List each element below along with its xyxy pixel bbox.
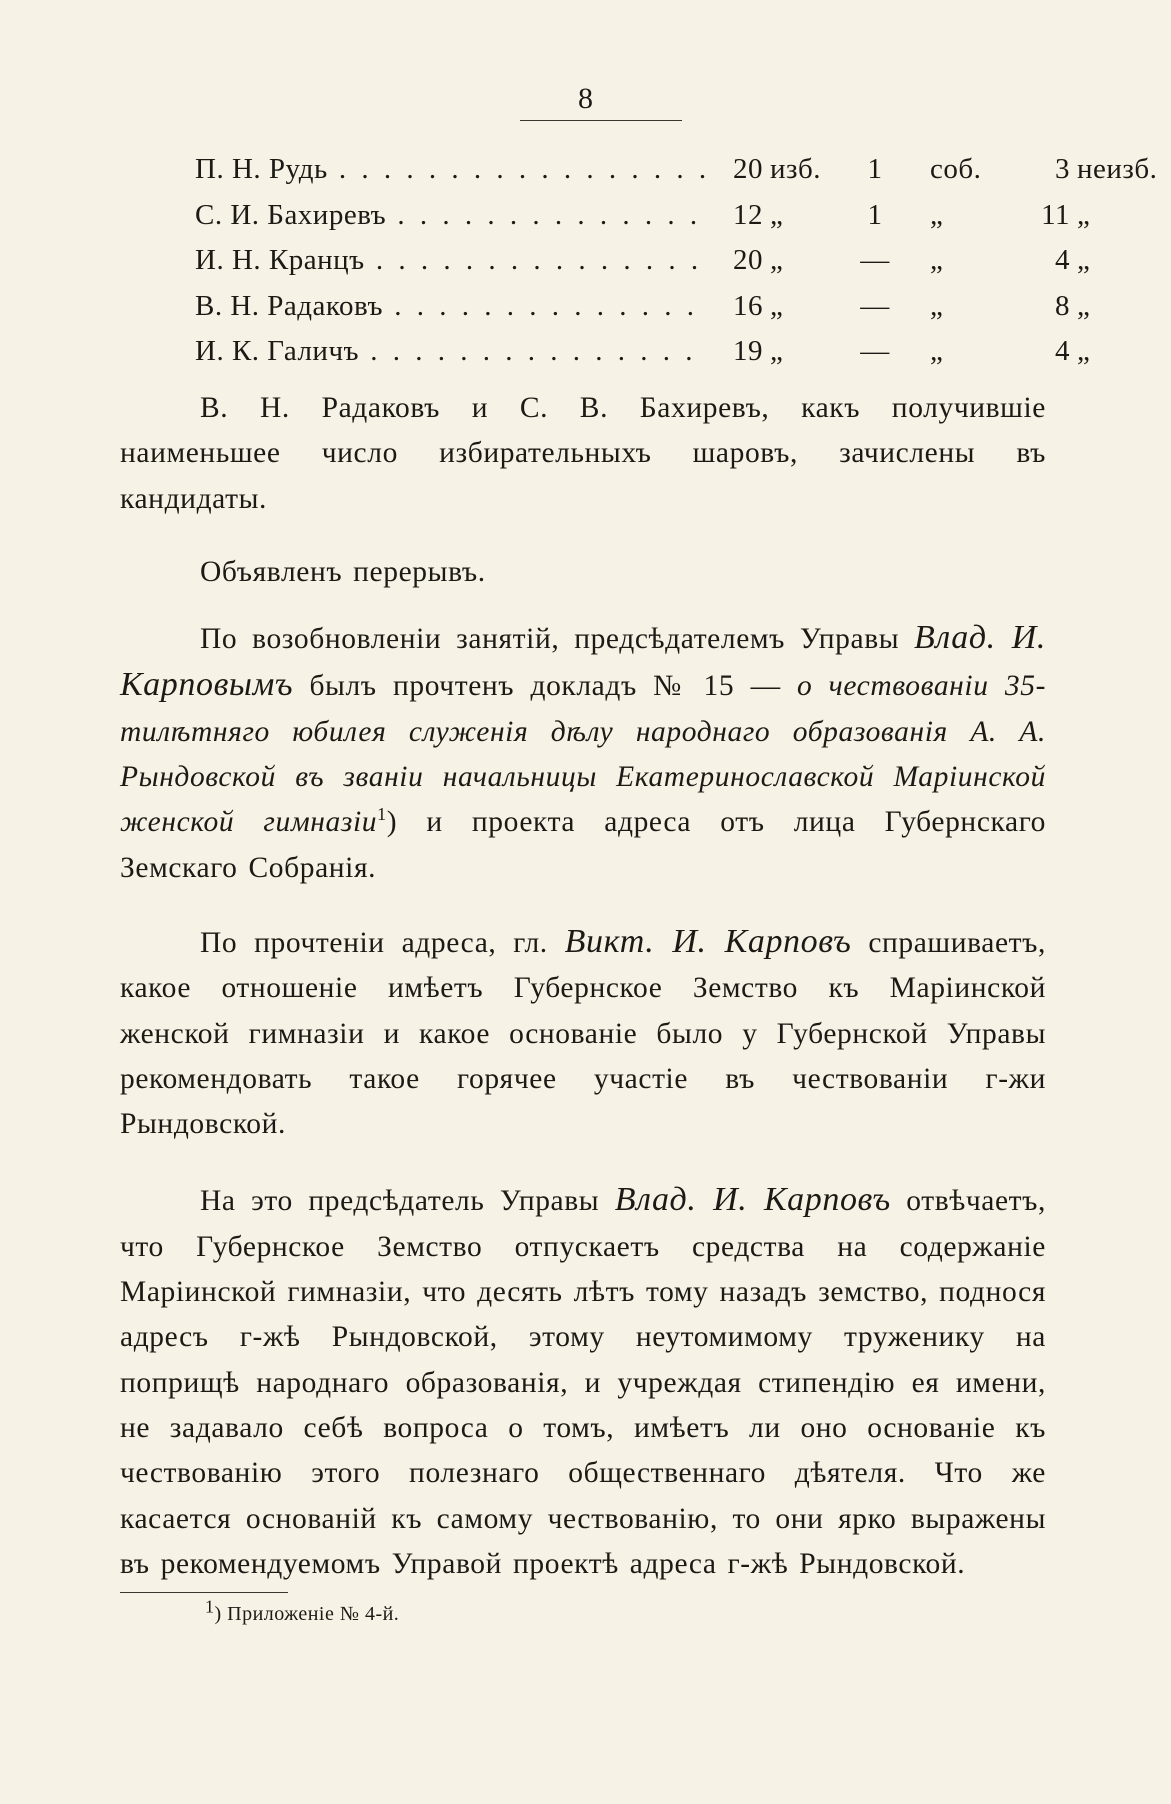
candidate-name: С. И. Бахиревъ . . . [195, 199, 705, 232]
tally-row [195, 153, 1158, 199]
header-rule [520, 120, 682, 121]
speaker-name: Викт. И. Карповъ [564, 922, 852, 960]
own-label: „ [930, 289, 944, 322]
not-elected-label: „ [1077, 289, 1091, 322]
question-text: спрашиваетъ, какое отношеніе имѣетъ Губернское Земство къ Маріинской женской гимназіи и какое основаніе было у Губернской Управы рекомендовать такое горячее участіе въ чествованіи г-жи Рындовской. [120, 926, 1046, 1141]
votes-count: 20 [707, 244, 763, 277]
page-number: 8 [578, 82, 593, 115]
votes-count: 12 [707, 199, 763, 232]
own-count: — [860, 289, 890, 322]
not-elected-label: „ [1077, 244, 1091, 276]
not-elected-count: 3 [1055, 153, 1070, 185]
answer-text: отвѣчаетъ, что Губернское Земство отпускаетъ средства на содержаніе Маріинской гимназіи, что десять лѣтъ тому назадъ земство, поднося адресъ г-жѣ Рындовской, этому неутомимому труженику на поприщѣ народнаго образованія, и учреждая стипендію ея имени, не задавало себѣ вопроса о томъ, имѣетъ ли оно основаніе къ чествованію этого полезнаго общественнаго дѣятеля. Что же касается основаній къ самому чествованію, то они ярко выражены въ рекомендуемомъ Управой проектѣ адреса г-жѣ Рындовской. [120, 1185, 1046, 1580]
elected-label: „ [770, 244, 784, 276]
own-label: „ [930, 335, 944, 367]
not-elected-label: „ [1077, 335, 1091, 367]
report-end: и проекта адреса отъ лица Губернскаго Земскаго Собранія. [120, 806, 1047, 884]
footnote [205, 1596, 400, 1626]
candidate-name: В. Н. Радаковъ . . . [195, 290, 705, 323]
elected-label: „ [770, 198, 784, 231]
report-intro: По возобновленіи занятій, предсѣдателемъ Управы [200, 623, 900, 656]
elected-label: „ [770, 289, 784, 322]
own-count: 1 [867, 198, 883, 231]
own-label: соб. [930, 153, 982, 185]
votes-count: 16 [707, 290, 763, 323]
tally-row [195, 244, 1095, 290]
tally-row [195, 335, 1095, 381]
paragraph-break-announced: Объявленъ перерывъ. [200, 555, 486, 588]
tally-row [195, 199, 1095, 245]
paragraph-question [120, 919, 1046, 1147]
vote-tally [195, 153, 1158, 381]
own-count: — [860, 244, 890, 276]
own-count: — [860, 335, 890, 367]
answer-intro: На это предсѣдатель Управы [200, 1185, 600, 1218]
not-elected-count: 4 [1055, 244, 1070, 276]
candidate-name: И. К. Галичъ . . . [195, 335, 705, 368]
footnote-mark: 1 [205, 1596, 215, 1617]
paragraph-answer [120, 1177, 1046, 1587]
footnote-marker: 1 [377, 804, 387, 825]
elected-label: изб. [770, 153, 821, 185]
report-number: былъ прочтенъ докладъ № 15 — [309, 670, 781, 703]
own-label: „ [930, 244, 944, 276]
footnote-rule [120, 1592, 288, 1593]
votes-count: 19 [707, 335, 763, 368]
paragraph-report: По возобновленіи занятій, предсѣдателемъ Управы Влад. И. Карповымъ былъ прочтенъ докладъ № 15 — о чествованіи 35-тилѣтняго юбилея служенія дѣлу народнаго образованія А. А. Рындовской въ званіи начальницы Екатеринославской Маріинской женской гимназіи$^1$) и проекта адреса отъ лица Губернскаго Земскаго Собранія. [120, 619, 1047, 884]
tally-row [195, 290, 1095, 336]
chairman-name: Влад. И. Карповымъ [120, 619, 1046, 704]
footnote-text: ) Приложеніе № 4-й. [214, 1603, 400, 1625]
votes-count: 20 [707, 153, 763, 186]
own-count: 1 [867, 153, 883, 185]
not-elected-count: 11 [1041, 198, 1070, 231]
not-elected-count: 4 [1055, 335, 1070, 367]
body-text [120, 386, 1046, 1587]
own-label: „ [930, 198, 944, 231]
report-title: о чествованіи 35-тилѣтняго юбилея служенія дѣлу народнаго образованія А. А. Рындовской въ званіи начальницы Екатеринославской Маріинской женской гимназіи [120, 670, 1046, 839]
candidate-name: П. Н. Рудь . . . [195, 153, 705, 186]
candidate-name: И. Н. Кранцъ . . . [195, 244, 705, 277]
chairman-name: Влад. И. Карповъ [614, 1181, 891, 1219]
elected-label: „ [770, 335, 784, 367]
not-elected-label: неизб. [1077, 153, 1158, 185]
not-elected-count: 8 [1055, 289, 1070, 322]
paragraph-candidates: В. Н. Радаковъ и С. В. Бахиревъ, какъ получившіе наименьшее число избирательныхъ шаровъ, зачислены въ кандидаты. [120, 392, 1046, 515]
question-intro: По прочтеніи адреса, гл. [200, 926, 548, 959]
not-elected-label: „ [1077, 198, 1091, 231]
